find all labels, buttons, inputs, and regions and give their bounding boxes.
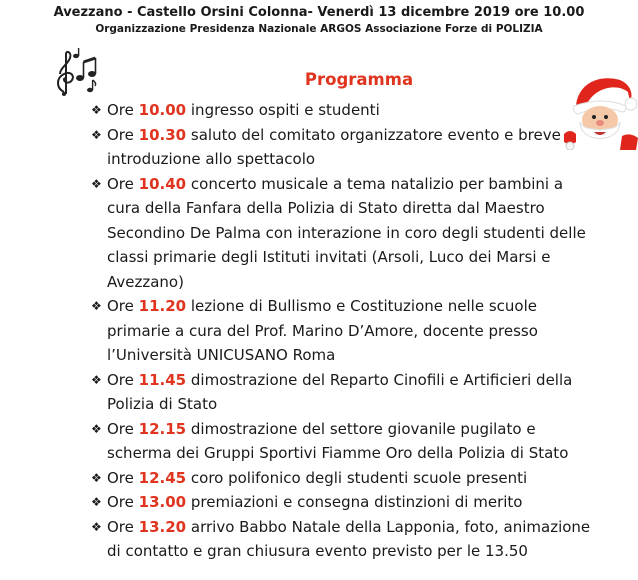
diamond-bullet-icon: ❖ bbox=[91, 127, 102, 142]
item-text: lezione di Bullismo e Costituzione nelle scuole primarie a cura del Prof. Marino D’Amore, docente presso l’Università UNICUSANO Roma bbox=[107, 297, 538, 364]
item-time: 10.40 bbox=[138, 174, 187, 193]
item-time: 13.00 bbox=[138, 493, 187, 511]
item-text: arrivo Babbo Natale della Lapponia, foto, animazione di contatto e gran chiusura evento previsto per le 13.50 bbox=[107, 517, 591, 560]
item-text: dimostrazione del Reparto Cinofili e Artificieri della Polizia di Stato bbox=[107, 370, 573, 413]
diamond-bullet-icon: ❖ bbox=[91, 470, 102, 485]
item-time: 13.20 bbox=[138, 517, 187, 536]
diamond-bullet-icon: ❖ bbox=[91, 299, 102, 313]
item-prefix: Ore bbox=[107, 174, 134, 193]
item-prefix: Ore bbox=[107, 493, 134, 511]
item-prefix: Ore bbox=[107, 468, 134, 487]
diamond-bullet-icon: ❖ bbox=[91, 176, 102, 191]
item-time: 11.20 bbox=[138, 297, 187, 315]
item-time: 11.45 bbox=[138, 370, 187, 389]
item-text: dimostrazione del settore giovanile pugilato e scherma dei Gruppi Sportivi Fiamme Oro della Polizia di Stato bbox=[107, 419, 569, 462]
program-item bbox=[91, 368, 591, 417]
program-item bbox=[91, 466, 591, 491]
item-text: premiazioni e consegna distinzioni di merito bbox=[190, 493, 523, 511]
program-item bbox=[91, 515, 591, 564]
item-prefix: Ore bbox=[107, 517, 134, 536]
program-item bbox=[91, 417, 591, 466]
item-prefix: Ore bbox=[107, 297, 134, 315]
item-time: 10.30 bbox=[138, 125, 187, 144]
program-list bbox=[91, 98, 591, 564]
item-time: 10.00 bbox=[138, 101, 187, 119]
program-item bbox=[91, 98, 591, 123]
program-title: Programma bbox=[304, 70, 414, 89]
diamond-bullet-icon: ❖ bbox=[91, 519, 102, 534]
item-prefix: Ore bbox=[107, 370, 134, 389]
program-item bbox=[91, 294, 591, 368]
item-time: 12.45 bbox=[138, 468, 187, 487]
program-item bbox=[91, 123, 591, 172]
item-time: 12.15 bbox=[138, 419, 187, 438]
diamond-bullet-icon: ❖ bbox=[91, 421, 102, 436]
header-venue-date: Avezzano - Castello Orsini Colonna- Venerdì 13 dicembre 2019 ore 10.00 bbox=[53, 5, 585, 20]
header-organizer: Organizzazione Presidenza Nazionale ARGOS Associazione Forze di POLIZIA bbox=[95, 23, 543, 35]
item-text: ingresso ospiti e studenti bbox=[190, 101, 380, 119]
item-text: coro polifonico degli studenti scuole presenti bbox=[190, 468, 528, 487]
diamond-bullet-icon: ❖ bbox=[91, 103, 102, 117]
item-text: concerto musicale a tema natalizio per bambini a cura della Fanfara della Polizia di Stato diretta dal Maestro Secondino De Palma con interazione in coro degli studenti delle classi primarie degli Istituti invitati (Arsoli, Luco dei Marsi e Avezzano) bbox=[107, 174, 586, 291]
program-item bbox=[91, 172, 591, 295]
diamond-bullet-icon: ❖ bbox=[91, 372, 102, 387]
item-prefix: Ore bbox=[107, 101, 134, 119]
item-prefix: Ore bbox=[107, 125, 134, 144]
program-item bbox=[91, 490, 591, 515]
diamond-bullet-icon: ❖ bbox=[91, 495, 102, 509]
item-text: saluto del comitato organizzatore evento e breve introduzione allo spettacolo bbox=[107, 125, 561, 168]
item-prefix: Ore bbox=[107, 419, 134, 438]
